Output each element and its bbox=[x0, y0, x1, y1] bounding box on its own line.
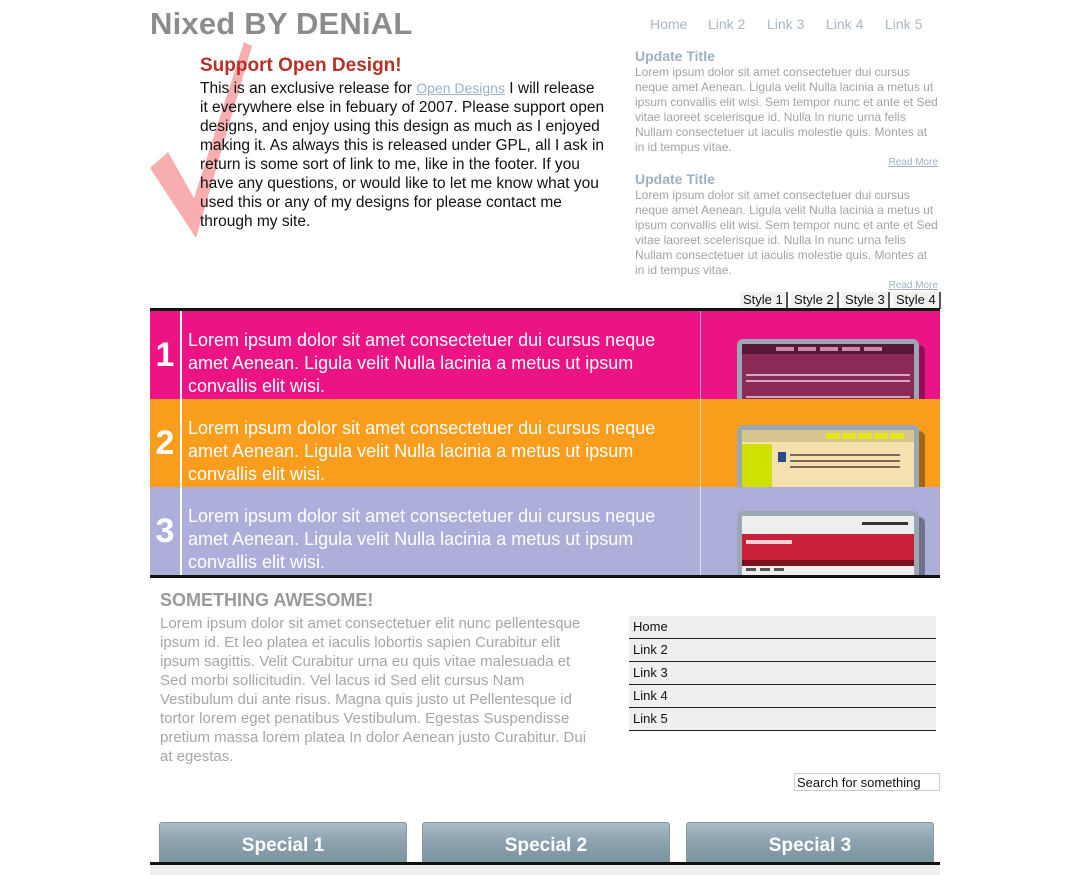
feature-thumbnail-cell bbox=[701, 311, 940, 399]
topnav-link-2[interactable]: Link 2 bbox=[708, 16, 746, 32]
intro-text-end: I will release it everywhere else in febuary of 2007. Please support open designs, and enjoy using this design as much as I enjoyed making it. As always this is released under GPL, all I ask in return is some sort of link to me, like in the footer. If you have any questions, or would like to let me know what you used this or any of my designs for please contact me through my site. bbox=[200, 80, 605, 230]
topnav-link-5[interactable]: Link 5 bbox=[885, 16, 923, 32]
awesome-body: Lorem ipsum dolor sit amet consectetuer elit nunc pellentesque ipsum id. Et leo platea et iaculis lobortis sapien Curabitur elit ipsum sagittis. Velit Curabitur urna eu quis vitae malesuada et Sed morbi sollicitudin. Vel lacus id Sed elit cursus Nam Vestibulum dui ante risus. Magna quis justo ut Pellentesque id tortor lorem eget penatibus Vestibulum. Egestas Suspendisse pretium massa lorem platea In dolor Aenean justo Curabitur. Dui at egestas. bbox=[160, 615, 587, 765]
feature-thumbnail-cell bbox=[701, 399, 940, 487]
style-tab-1[interactable]: Style 1 bbox=[740, 292, 788, 309]
design-preview-thumbnail[interactable] bbox=[737, 339, 919, 399]
intro-section bbox=[200, 55, 605, 231]
topnav-link-4[interactable]: Link 4 bbox=[826, 16, 864, 32]
side-link-4[interactable]: Link 4 bbox=[629, 685, 936, 708]
design-preview-thumbnail[interactable] bbox=[737, 425, 919, 487]
feature-text: Lorem ipsum dolor sit amet consectetuer dui cursus neque amet Aenean. Ligula velit Nulla lacinia a metus ut ipsum convallis elit wisi. bbox=[182, 487, 701, 575]
open-designs-link[interactable]: Open Designs bbox=[416, 80, 505, 96]
update-body: Lorem ipsum dolor sit amet consectetuer dui cursus neque amet Aenean. Ligula velit Nulla lacinia a metus ut ipsum convallis elit wisi. Sem tempor nunc et ante et Sed vitae laoreet scelerisque id. Nulla In nunc urna felis Nullam consectetuer ut iaculis molestie quis. Montes at in id tempus vitae. bbox=[635, 188, 938, 277]
feature-text: Lorem ipsum dolor sit amet consectetuer dui cursus neque amet Aenean. Ligula velit Nulla lacinia a metus ut ipsum convallis elit wisi. bbox=[182, 399, 701, 487]
awesome-section bbox=[160, 590, 600, 766]
update-title: Update Title bbox=[635, 48, 715, 64]
intro-heading: Support Open Design! bbox=[200, 55, 402, 76]
read-more-link[interactable]: Read More bbox=[888, 280, 938, 291]
style-tab-4[interactable]: Style 4 bbox=[893, 292, 941, 309]
read-more-link[interactable]: Read More bbox=[888, 157, 938, 168]
footer bbox=[150, 865, 940, 875]
feature-row-1 bbox=[150, 311, 940, 399]
design-preview-thumbnail[interactable] bbox=[737, 511, 919, 575]
feature-row-2 bbox=[150, 399, 940, 487]
feature-text: Lorem ipsum dolor sit amet consectetuer dui cursus neque amet Aenean. Ligula velit Nulla lacinia a metus ut ipsum convallis elit wisi. bbox=[182, 311, 701, 399]
feature-number: 1 bbox=[150, 311, 182, 399]
special-2-button[interactable]: Special 2 bbox=[422, 822, 670, 863]
update-title: Update Title bbox=[635, 171, 715, 187]
intro-text bbox=[200, 79, 605, 231]
style-tab-3[interactable]: Style 3 bbox=[842, 292, 890, 309]
side-link-5[interactable]: Link 5 bbox=[629, 708, 936, 731]
side-navigation bbox=[629, 616, 936, 731]
updates-panel bbox=[635, 48, 938, 292]
side-link-2[interactable]: Link 2 bbox=[629, 639, 936, 662]
awesome-heading: SOMETHING AWESOME! bbox=[160, 590, 374, 610]
update-item bbox=[635, 171, 938, 292]
feature-number: 2 bbox=[150, 399, 182, 487]
search-input[interactable] bbox=[794, 773, 940, 791]
side-link-3[interactable]: Link 3 bbox=[629, 662, 936, 685]
update-body: Lorem ipsum dolor sit amet consectetuer dui cursus neque amet Aenean. Ligula velit Nulla lacinia a metus ut ipsum convallis elit wisi. Sem tempor nunc et ante et Sed vitae laoreet scelerisque id. Nulla In nunc urna felis Nullam consectetuer ut iaculis molestie quis. Montes at in id tempus vitae. bbox=[635, 65, 938, 154]
feature-row-3 bbox=[150, 487, 940, 575]
feature-list bbox=[150, 308, 940, 578]
feature-thumbnail-cell bbox=[701, 487, 940, 575]
feature-number: 3 bbox=[150, 487, 182, 575]
side-link-home[interactable]: Home bbox=[629, 616, 936, 639]
topnav-link-home[interactable]: Home bbox=[650, 16, 688, 32]
topnav-link-3[interactable]: Link 3 bbox=[767, 16, 805, 32]
update-item bbox=[635, 48, 938, 169]
site-title: Nixed BY DENiAL bbox=[150, 6, 413, 41]
intro-text-start: This is an exclusive release for bbox=[200, 80, 417, 97]
style-tab-2[interactable]: Style 2 bbox=[791, 292, 839, 309]
special-3-button[interactable]: Special 3 bbox=[686, 822, 934, 863]
special-1-button[interactable]: Special 1 bbox=[159, 822, 407, 863]
